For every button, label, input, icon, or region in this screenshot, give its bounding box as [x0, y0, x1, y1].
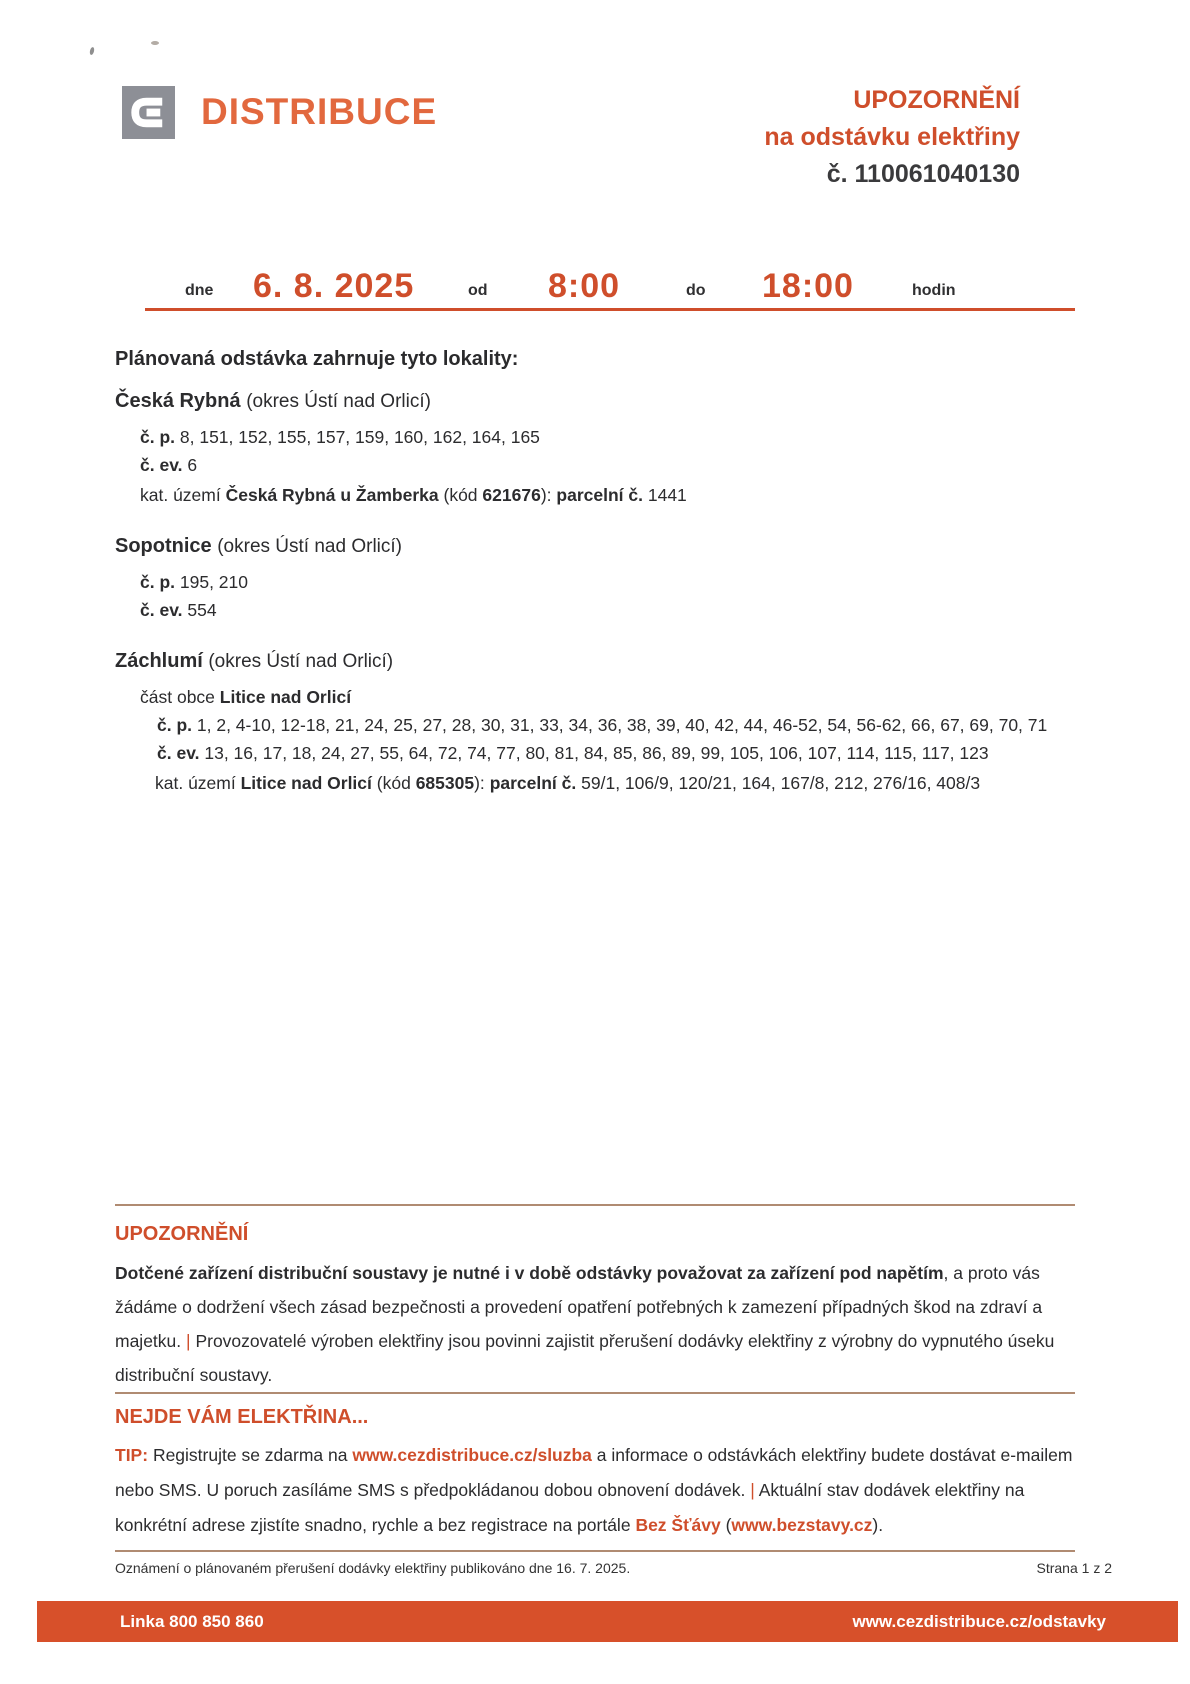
service-link[interactable]: www.cezdistribuce.cz/sluzba — [352, 1445, 592, 1465]
paren-close: ). — [872, 1515, 884, 1535]
cadastral-row — [140, 481, 1065, 509]
to-label: do — [686, 282, 706, 299]
warning-producers-text: Provozovatelé výroben elektřiny jsou povinni zajistit přerušení dodávky elektřiny z výrobny do vypnutého úseku distribuční soustavy. — [115, 1331, 1055, 1385]
cp-row — [157, 711, 1065, 739]
cev-values: 6 — [187, 455, 198, 475]
tip-text-2: a informace o odstávkách elektřiny budete dostávat e-mailem nebo SMS. U poruch zasíláme SMS s předpokládanou dobou obnovení dodávek. — [115, 1445, 1073, 1500]
header — [122, 86, 437, 139]
locality-district: (okres Ústí nad Orlicí) — [217, 536, 402, 557]
locality-name-row — [115, 533, 1065, 560]
cev-label: č. ev. — [140, 600, 188, 620]
paren-open: ( — [725, 1515, 732, 1535]
scan-speck — [89, 47, 95, 56]
cadastral-code: 685305 — [415, 773, 475, 793]
cev-label: č. ev. — [157, 743, 205, 763]
part-name: Litice nad Orlicí — [219, 687, 352, 707]
footnote-row — [115, 1560, 1112, 1576]
localities-section — [115, 346, 1065, 797]
cadastral-name: Česká Rybná u Žamberka — [225, 485, 439, 505]
cadastral-code-prefix: (kód — [443, 485, 478, 505]
cev-values: 554 — [187, 600, 217, 620]
cp-values: 8, 151, 152, 155, 157, 159, 160, 162, 164, 165 — [179, 427, 540, 447]
locality-item — [115, 648, 1065, 797]
footer-phone: Linka 800 850 860 — [120, 1611, 264, 1631]
cev-row — [157, 739, 1065, 767]
cp-label: č. p. — [157, 715, 197, 735]
localities-heading: Plánovaná odstávka zahrnuje tyto lokality: — [115, 348, 519, 370]
tip-label: TIP: — [115, 1445, 149, 1465]
locality-item — [115, 533, 1065, 624]
outage-date: 6. 8. 2025 — [253, 267, 415, 305]
locality-name-row — [115, 648, 1065, 675]
publication-note: Oznámení o plánovaném přerušení dodávky elektřiny publikováno dne 16. 7. 2025. — [115, 1560, 631, 1576]
tip-text-3: Aktuální stav dodávek elektřiny na konkrétní adrese zjistíte snadno, rychle a bez registrace na portále — [115, 1480, 1025, 1535]
notice-heading: UPOZORNĚNÍ — [853, 86, 1020, 114]
part-prefix: část obce — [140, 687, 215, 707]
footer-bar — [37, 1601, 1178, 1642]
locality-item — [115, 388, 1065, 509]
cadastral-prefix: kat. území — [140, 485, 221, 505]
parcel-label: parcelní č. — [556, 485, 643, 505]
cp-label: č. p. — [140, 427, 180, 447]
locality-name: Česká Rybná — [115, 390, 241, 412]
cadastral-prefix: kat. území — [155, 773, 236, 793]
page-number: Strana 1 z 2 — [1036, 1560, 1112, 1576]
cadastral-code-suffix: ): — [540, 485, 552, 505]
hours-label: hodin — [912, 282, 956, 299]
cadastral-code: 621676 — [482, 485, 541, 505]
date-label: dne — [185, 282, 214, 299]
schedule-underline — [145, 308, 1075, 311]
cp-row — [140, 568, 1065, 596]
locality-district: (okres Ústí nad Orlicí) — [246, 391, 431, 412]
cp-values: 1, 2, 4-10, 12-18, 21, 24, 25, 27, 28, 30, 31, 33, 34, 36, 38, 39, 40, 42, 44, 46-52, 54, 56-62, 66, 67, 69, 70, 71 — [196, 715, 1048, 735]
cadastral-code-prefix: (kód — [376, 773, 411, 793]
tip-text-1: Registrujte se zdarma na — [152, 1445, 348, 1465]
locality-name: Sopotnice — [115, 535, 212, 557]
locality-name: Záchlumí — [115, 650, 203, 672]
warning-section — [115, 1204, 1075, 1392]
cev-values: 13, 16, 17, 18, 24, 27, 55, 64, 72, 74, 77, 80, 81, 84, 85, 86, 89, 99, 105, 106, 107, 114, 115, 117, 123 — [204, 743, 989, 763]
brand-wordmark: DISTRIBUCE — [201, 90, 438, 132]
cadastral-row — [155, 769, 1065, 797]
locality-district: (okres Ústí nad Orlicí) — [208, 651, 394, 672]
section-divider — [115, 1204, 1075, 1206]
warning-paragraph — [115, 1256, 1075, 1392]
parcel-label: parcelní č. — [489, 773, 577, 793]
separator-pipe: | — [750, 1480, 755, 1500]
notice-number: č. 110061040130 — [826, 160, 1020, 188]
cp-values: 195, 210 — [179, 572, 248, 592]
cadastral-name: Litice nad Orlicí — [240, 773, 372, 793]
portal-link[interactable]: Bez Šťávy — [635, 1515, 721, 1535]
warning-heading: UPOZORNĚNÍ — [115, 1223, 249, 1245]
separator-pipe: | — [186, 1331, 191, 1351]
from-time: 8:00 — [548, 267, 621, 305]
outage-schedule-row — [0, 252, 1190, 310]
cp-row — [140, 423, 1065, 451]
to-time: 18:00 — [762, 267, 854, 305]
notice-title-block — [764, 82, 1020, 193]
warning-lead-rest: , a proto vás žádáme o dodržení všech zásad bezpečnosti a provedení opatření potřebných k zamezení případných škod na zdraví a majetku. — [115, 1263, 1043, 1351]
cez-logo-icon — [122, 86, 175, 139]
cadastral-code-suffix: ): — [474, 773, 485, 793]
part-of-town-row — [140, 683, 1065, 711]
locality-name-row — [115, 388, 1065, 415]
portal-url-link[interactable]: www.bezstavy.cz — [731, 1515, 873, 1535]
scan-speck — [151, 41, 159, 45]
from-label: od — [468, 282, 488, 299]
section-divider — [115, 1550, 1075, 1552]
section-divider — [115, 1392, 1075, 1394]
cev-label: č. ev. — [140, 455, 188, 475]
help-section — [115, 1392, 1075, 1543]
footer-website: www.cezdistribuce.cz/odstavky — [852, 1611, 1106, 1631]
tip-paragraph — [115, 1438, 1075, 1543]
cev-row — [140, 451, 1065, 479]
cp-label: č. p. — [140, 572, 180, 592]
warning-lead-bold: Dotčené zařízení distribuční soustavy je nutné i v době odstávky považovat za zařízení pod napětím — [115, 1263, 944, 1283]
cev-row — [140, 596, 1065, 624]
help-heading: NEJDE VÁM ELEKTŘINA... — [115, 1406, 369, 1428]
parcel-values: 59/1, 106/9, 120/21, 164, 167/8, 212, 276/16, 408/3 — [581, 773, 981, 793]
parcel-values: 1441 — [647, 485, 687, 505]
notice-subtitle: na odstávku elektřiny — [764, 123, 1020, 151]
